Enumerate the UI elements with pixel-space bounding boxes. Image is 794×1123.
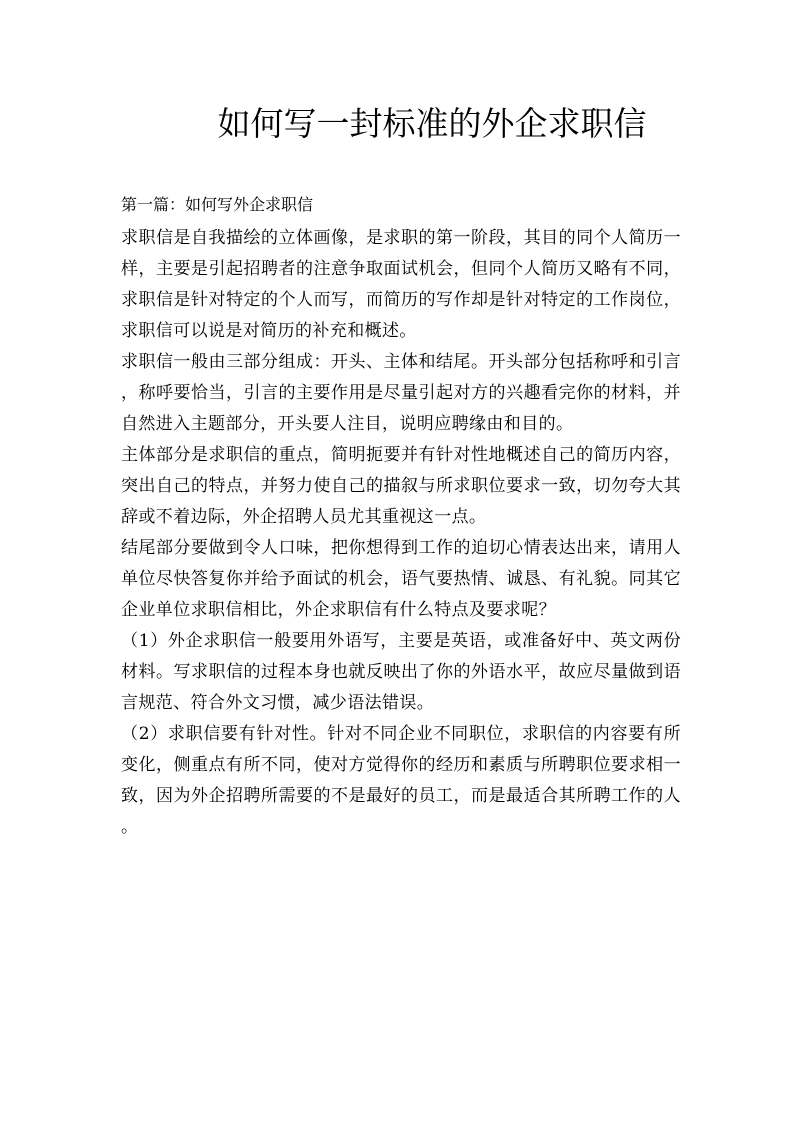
paragraph-closing-section: 结尾部分要做到令人口味，把你想得到工作的迫切心情表达出来，请用人单位尽快答复你并给予面试的机会，语气要热情、诚恳、有礼貌。同其它企业单位求职信相比，外企求职信有什么特点及要求呢？: [121, 538, 681, 620]
paragraph-point-1: （1）外企求职信一般要用外语写，主要是英语，或准备好中、英文两份材料。写求职信的过程本身也就反映出了你的外语水平，故应尽量做到语言规范、符合外文习惯，减少语法错误。: [121, 631, 681, 713]
document-body: [121, 189, 681, 843]
paragraph-point-2: （2）求职信要有针对性。针对不同企业不同职位，求职信的内容要有所变化，侧重点有所不同，使对方觉得你的经历和素质与所聘职位要求相一致，因为外企招聘所需要的不是最好的员工，而是最适合其所聘工作的人。: [121, 724, 681, 837]
section-heading: 第一篇：如何写外企求职信: [121, 195, 314, 214]
document-title: 如何写一封标准的外企求职信: [217, 104, 647, 143]
paragraph-body-section: 主体部分是求职信的重点，简明扼要并有针对性地概述自己的简历内容，突出自己的特点，并努力使自己的描叙与所求职位要求一致，切勿夸大其辞或不着边际，外企招聘人员尤其重视这一点。: [121, 445, 681, 527]
paragraph-structure: 求职信一般由三部分组成：开头、主体和结尾。开头部分包括称呼和引言，称呼要恰当，引言的主要作用是尽量引起对方的兴趣看完你的材料，并自然进入主题部分，开头要人注目，说明应聘缘由和目的。: [121, 352, 681, 434]
paragraph-intro: 求职信是自我描绘的立体画像，是求职的第一阶段，其目的同个人简历一样，主要是引起招聘者的注意争取面试机会，但同个人简历又略有不同，求职信是针对特定的个人而写，而简历的写作却是针对特定的工作岗位，求职信可以说是对简历的补充和概述。: [121, 228, 681, 341]
